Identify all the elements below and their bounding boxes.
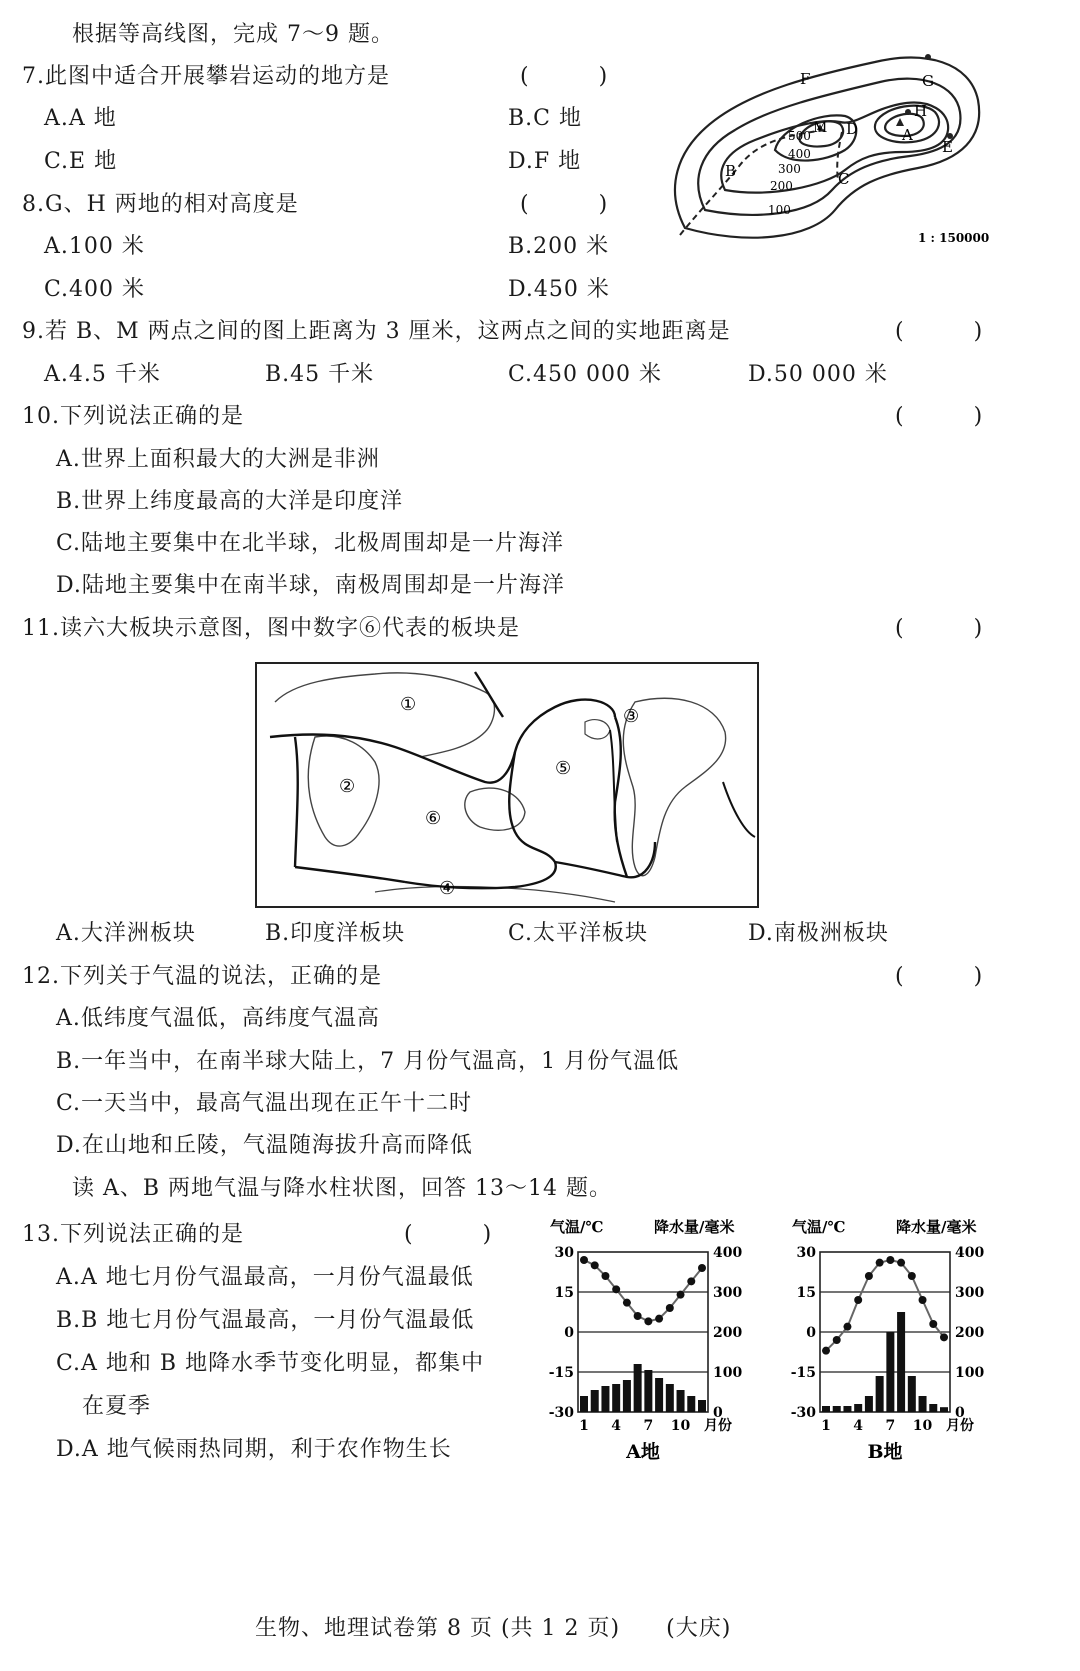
contour-value-400: 400 [788,147,811,161]
chart-b-temp-point [822,1347,830,1355]
chart-a-month-tick: 7 [643,1418,654,1434]
q9-option-a[interactable]: A.4.5 千米 [44,362,161,387]
chart-a-temp-point [677,1291,685,1299]
q8-answer-paren[interactable]: ( ) [520,192,609,217]
chart-b-temp-point [908,1272,916,1280]
chart-b-temp-point [843,1323,851,1331]
q7-answer-paren[interactable]: ( ) [520,64,609,89]
plate-label-1: ① [400,694,417,715]
chart-a-temp-line [584,1260,702,1321]
chart-b-month-tick: 1 [821,1418,831,1434]
chart-a-temp-tick: 15 [554,1285,574,1301]
chart-a-precip-bar [698,1400,706,1412]
q7-option-d[interactable]: D.F 地 [508,149,582,174]
q8-option-a[interactable]: A.100 米 [44,234,145,259]
contour-value-300: 300 [778,162,801,176]
chart-a-precip-bar [580,1396,588,1412]
chart-b-precip-bar [886,1332,894,1412]
contour-label-d: D [846,120,859,138]
plate-label-6: ⑥ [425,808,442,829]
chart-a-precip-tick: 300 [713,1285,743,1301]
q11-option-b[interactable]: B.印度洋板块 [265,921,406,946]
chart-a-precip-bar [623,1380,631,1412]
chart-b-month-tick: 7 [885,1418,896,1434]
q13-stem: 13.下列说法正确的是 [22,1222,244,1247]
chart-a-temp-point [612,1285,620,1293]
contour-label-e: E [942,138,953,156]
chart-b-temp-tick: -30 [790,1405,816,1421]
chart-a-precip-tick: 400 [713,1245,743,1261]
contour-label-a: A [902,126,913,144]
chart-b-temp-tick: -15 [790,1365,816,1381]
chart-a-month-tick: 10 [670,1418,691,1434]
q8-option-c[interactable]: C.400 米 [44,277,146,302]
chart-b-temp-point [929,1320,937,1328]
chart-a-temp-point [623,1299,631,1307]
contour-value-200: 200 [770,179,793,193]
chart-b-temp-point [940,1333,948,1341]
q10-stem: 10.下列说法正确的是 [22,404,244,429]
chart-b-precip-tick: 400 [955,1245,985,1261]
q9-option-c[interactable]: C.450 000 米 [508,362,663,387]
chart-a-temp-point [580,1256,588,1264]
q10-option-d[interactable]: D.陆地主要集中在南半球，南极周围却是一片海洋 [56,573,565,598]
chart-a-temp-point [698,1264,706,1272]
chart-b-temp-point [919,1296,927,1304]
plate-label-2: ② [339,776,356,797]
q12-option-d[interactable]: D.在山地和丘陵，气温随海拔升高而降低 [56,1133,473,1158]
plate-label-4: ④ [439,878,456,899]
chart-b-precip-tick: 100 [955,1365,985,1381]
chart-a-month-unit: 月份 [704,1418,732,1434]
q13-answer-paren[interactable]: ( ) [404,1222,493,1247]
q8-option-b[interactable]: B.200 米 [508,234,610,259]
q11-option-c[interactable]: C.太平洋板块 [508,921,649,946]
q10-option-b[interactable]: B.世界上纬度最高的大洋是印度洋 [56,489,404,514]
chart-a-precip-tick: 100 [713,1365,743,1381]
chart-a-temp-point [601,1272,609,1280]
chart-a-precip-tick: 200 [713,1325,743,1341]
q7-stem: 7.此图中适合开展攀岩运动的地方是 [22,64,390,89]
q12-stem: 12.下列关于气温的说法，正确的是 [22,964,382,989]
chart-b-temp-point [833,1336,841,1344]
chart-b-precip-bar [897,1312,905,1412]
plate-label-3: ③ [623,706,640,727]
chart-a-precip-bar [666,1384,674,1412]
chart-a-precip-bar [655,1378,663,1412]
q13-option-c-continued: 在夏季 [82,1394,152,1419]
chart-b-precip-bar [940,1407,948,1412]
chart-b-precip-bar [919,1396,927,1412]
chart-b-temp-axis-title: 气温/℃ [792,1218,846,1236]
chart-a-precip-tick: 0 [713,1405,723,1421]
q12-option-c[interactable]: C.一天当中，最高气温出现在正午十二时 [56,1091,473,1116]
q9-option-d[interactable]: D.50 000 米 [748,362,888,387]
q13-option-a[interactable]: A.A 地七月份气温最高，一月份气温最低 [56,1265,474,1290]
chart-b-precip-bar [929,1404,937,1412]
chart-b-month-tick: 10 [912,1418,933,1434]
chart-a-temp-point [655,1315,663,1323]
chart-a-precip-bar [591,1390,599,1412]
q7-option-c[interactable]: C.E 地 [44,149,118,174]
q13-option-b[interactable]: B.B 地七月份气温最高，一月份气温最低 [56,1308,475,1333]
intro-13-14: 读 A、B 两地气温与降水柱状图，回答 13～14 题。 [72,1176,613,1201]
chart-b-temp-point [897,1259,905,1267]
chart-b-temp-point [876,1259,884,1267]
q11-stem: 11.读六大板块示意图，图中数字⑥代表的板块是 [22,616,520,641]
chart-b-temp-point [886,1256,894,1264]
chart-a-precip-bar [687,1396,695,1412]
contour-label-c: C [838,170,850,188]
contour-label-m: M [813,120,828,136]
contour-value-500: 500 [788,129,811,143]
chart-b-precip-tick: 200 [955,1325,985,1341]
q12-option-b[interactable]: B.一年当中，在南半球大陆上，7 月份气温高，1 月份气温低 [56,1049,680,1074]
chart-a-month-tick: 1 [579,1418,589,1434]
q10-option-c[interactable]: C.陆地主要集中在北半球，北极周围却是一片海洋 [56,531,565,556]
chart-b-precip-tick: 0 [955,1405,965,1421]
chart-a-month-tick: 4 [611,1418,622,1434]
chart-b-temp-line [826,1260,944,1351]
chart-b-precip-bar [865,1396,873,1412]
chart-a-temp-point [666,1304,674,1312]
chart-a-precip-axis-title: 降水量/毫米 [654,1218,735,1236]
chart-b-precip-bar [908,1376,916,1412]
contour-map [660,40,1000,250]
chart-b-temp-point [865,1272,873,1280]
chart-b-precip-bar [854,1404,862,1412]
q8-stem: 8.G、H 两地的相对高度是 [22,192,299,217]
chart-a-temp-point [687,1277,695,1285]
chart-b-precip-tick: 300 [955,1285,985,1301]
chart-a-temp-tick: -30 [548,1405,574,1421]
chart-a-title: A地 [626,1441,660,1463]
contour-label-b: B [725,162,737,180]
plate-label-5: ⑤ [555,758,572,779]
q12-option-a[interactable]: A.低纬度气温低，高纬度气温高 [56,1006,380,1031]
q9-answer-paren[interactable]: ( ) [895,319,984,344]
chart-b-temp-tick: 30 [796,1245,816,1261]
chart-b-precip-bar [833,1406,841,1412]
chart-a-precip-bar [677,1390,685,1412]
chart-b-month-tick: 4 [853,1418,864,1434]
chart-a-temp-axis-title: 气温/℃ [550,1218,604,1236]
intro-7-9: 根据等高线图，完成 7～9 题。 [72,22,394,47]
q9-stem: 9.若 B、M 两点之间的图上距离为 3 厘米，这两点之间的实地距离是 [22,319,731,344]
q12-answer-paren[interactable]: ( ) [895,964,984,989]
chart-a-temp-point [591,1261,599,1269]
plates-map [255,662,759,908]
chart-b-precip-axis-title: 降水量/毫米 [896,1218,977,1236]
q13-option-c[interactable]: C.A 地和 B 地降水季节变化明显，都集中 [56,1351,485,1376]
chart-b-precip-bar [876,1376,884,1412]
chart-a-temp-tick: 0 [564,1325,574,1341]
chart-a-temp-point [644,1317,652,1325]
chart-a-temp-point [634,1312,642,1320]
chart-b-precip-bar [843,1406,851,1412]
chart-a-precip-bar [644,1370,652,1412]
climate-chart-a [548,1212,778,1472]
chart-b-temp-tick: 0 [806,1325,816,1341]
contour-label-f: F [800,70,811,88]
q11-option-a[interactable]: A.大洋洲板块 [56,921,196,946]
contour-label-g: G [922,72,934,90]
q10-option-a[interactable]: A.世界上面积最大的大洲是非洲 [56,447,380,472]
chart-b-temp-point [854,1296,862,1304]
chart-b-title: B地 [867,1441,903,1463]
q8-option-d[interactable]: D.450 米 [508,277,610,302]
chart-a-precip-bar [612,1384,620,1412]
q11-answer-paren[interactable]: ( ) [895,616,984,641]
q10-answer-paren[interactable]: ( ) [895,404,984,429]
contour-scale: 1 : 150000 [918,231,990,245]
chart-a-temp-tick: 30 [554,1245,574,1261]
chart-a-precip-bar [634,1364,642,1412]
contour-value-100: 100 [768,203,791,217]
q11-option-d[interactable]: D.南极洲板块 [748,921,889,946]
q9-option-b[interactable]: B.45 千米 [265,362,375,387]
chart-b-precip-bar [822,1406,830,1412]
contour-label-h: H [914,102,928,120]
chart-a-temp-tick: -15 [548,1365,574,1381]
q7-option-b[interactable]: B.C 地 [508,106,582,131]
q7-option-a[interactable]: A.A 地 [44,106,117,131]
chart-a-precip-bar [601,1386,609,1412]
chart-b-temp-tick: 15 [796,1285,816,1301]
page-footer: 生物、地理试卷第 8 页 (共 1 2 页) (大庆) [255,1616,732,1641]
q13-option-d[interactable]: D.A 地气候雨热同期，利于农作物生长 [56,1437,452,1462]
chart-b-month-unit: 月份 [946,1418,974,1434]
climate-chart-b [790,1212,1020,1472]
